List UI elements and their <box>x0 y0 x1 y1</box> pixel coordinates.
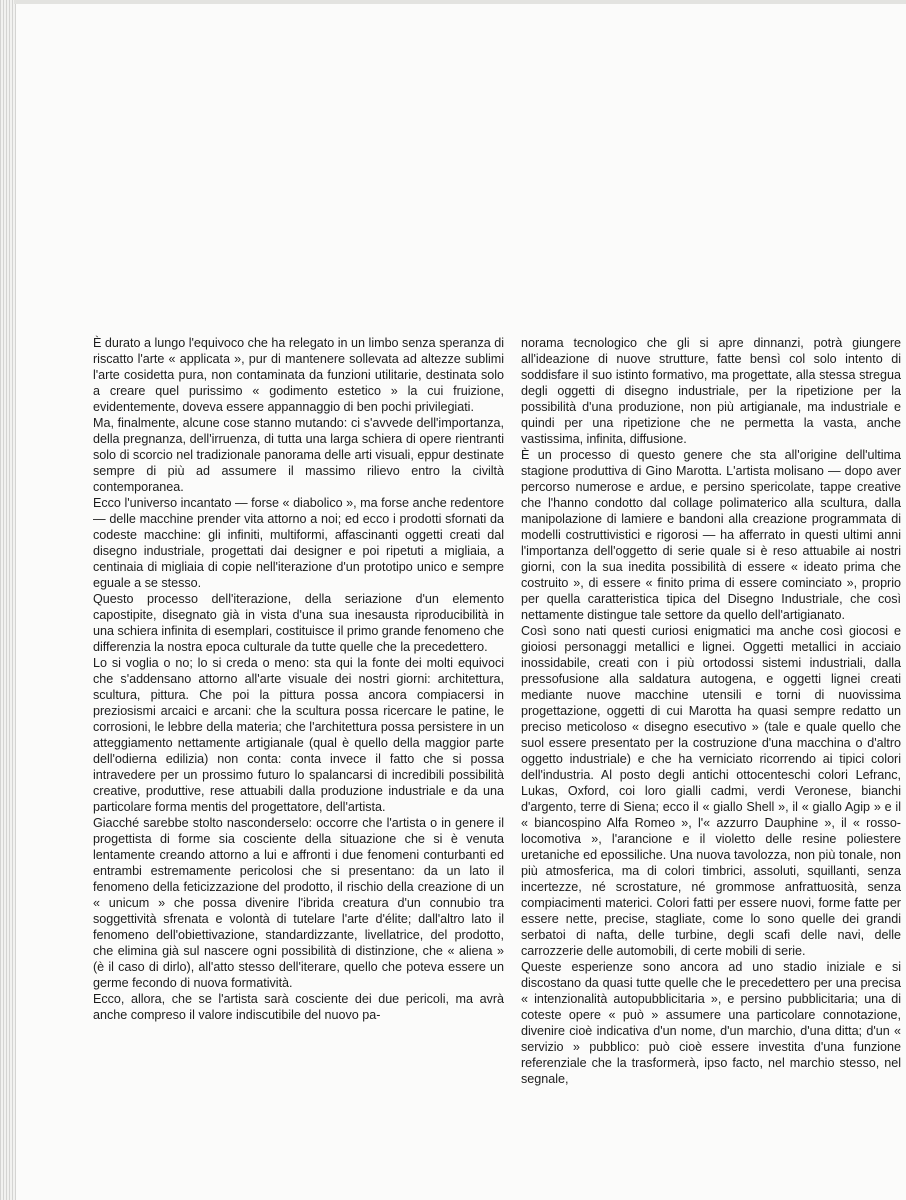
paragraph: Giacché sarebbe stolto nasconderselo: occorre che l'artista o in genere il progettista di forme sia cosciente della situazione che si è venuta lentamente creando attorno a lui e affronti i due fenomeni conturbanti ed entrambi estremamente pericolosi che si presentano: da un lato il fenomeno della feticizzazione del prodotto, il rischio della creazione di un « unicum » che possa divenire l'ibrida creatura d'un connubio tra soggettività sfrenata e volontà di tutelare l'arte d'élite; dall'altro lato il fenomeno dell'obiettivazione, standardizzante, livellatrice, del prodotto, che elimina già sul nascere ogni possibilità di distinzione, che « aliena » (è il caso di dirlo), all'atto stesso dell'iterare, quello che poteva essere un germe fecondo di nuova formatività. <box>93 816 504 990</box>
paragraph: Ma, finalmente, alcune cose stanno mutando: ci s'avvede dell'importanza, della pregnanza, dell'irruenza, di tutta una larga schiera di opere rientranti solo di scorcio nel tradizionale panorama delle arti visuali, eppur destinate sempre di più ad assumere il massimo rilievo entro la civiltà contemporanea. <box>93 416 504 494</box>
paragraph: norama tecnologico che gli si apre dinnanzi, potrà giungere all'ideazione di nuove strutture, fatte bensì col solo intento di soddisfare il suo istinto formativo, ma progettate, alla stessa stregua degli oggetti di disegno industriale, per la ripetizione per la possibilità d'una produzione, non più artigianale, ma industriale e quindi per una ripetizione che ne permetta la vasta, anche vastissima, infinita, diffusione. <box>521 336 901 446</box>
paragraph: Lo si voglia o no; lo si creda o meno: sta qui la fonte dei molti equivoci che s'addensano attorno all'arte visuale dei nostri giorni: architettura, scultura, pittura. Che poi la pittura possa ancora compiacersi in preziosismi arcaici e arcani: che la scultura possa ricercare le patine, le corrosioni, le lebbre della materia; che l'architettura possa persistere in un atteggiamento nettamente artigianale (qual è quello della maggior parte dell'odierna edilizia) non conta: conta invece il fatto che si possa intravedere per un prossimo futuro lo spalancarsi di incredibili possibilità creative, produttive, rese attuabili dalla produzione industriale e da una particolare forma mentis del progettatore, dell'artista. <box>93 656 504 814</box>
page-edge <box>0 0 16 1200</box>
paragraph: Questo processo dell'iterazione, della seriazione d'un elemento capostipite, disegnato già in vista d'una sua inesausta riproducibilità in una schiera infinita di esemplari, costituisce il primo grande fenomeno che differenzia la nostra epoca culturale da tutte quelle che la precedettero. <box>93 592 504 654</box>
paragraph: Così sono nati questi curiosi enigmatici ma anche così giocosi e gioiosi personaggi metallici e lignei. Oggetti metallici in acciaio inossidabile, creati con i più ortodossi sistemi industriali, dalla pressofusione alla saldatura autogena, e oggetti lignei creati mediante nuove macchine utensili e torni di nuovissima progettazione, oggetti di cui Marotta ha quasi sempre redatto un preciso meticoloso « disegno esecutivo » (tale e quale quello che suol essere presentato per la costruzione d'una macchina o d'altro oggetto industriale) e che ha verniciato ricorrendo ai tipici colori dell'industria. Al posto degli antichi ottocenteschi colori Lefranc, Lukas, Oxford, coi loro gialli cadmi, verdi Veronese, bianchi d'argento, terre di Siena; ecco il « giallo Shell », il « giallo Agip » e il « biancospino Alfa Romeo », l'« azzurro Dauphine », il « rosso-locomotiva », l'arancione e il violetto delle resine poliestere uretaniche ed epossiliche. Una nuova tavolozza, non più tonale, non più atmosferica, ma di colori timbrici, assoluti, squillanti, senza incertezze, né scrostature, né grommose anfrattuosità, senza compiacimenti materici. Colori fatti per essere nuovi, forme fatte per essere nette, precise, stagliate, come lo sono quelle dei grandi serbatoi di nafta, delle turbine, degli scafi delle navi, delle carrozzerie delle automobili, di certe mobili di serie. <box>521 624 901 958</box>
paragraph: Ecco l'universo incantato — forse « diabolico », ma forse anche redentore — delle macchine prender vita attorno a noi; ed ecco i prodotti sfornati da codeste macchine: gli infiniti, multiformi, affascinanti oggetti creati dal disegno industriale, progettati dai designer e poi ripetuti a migliaia, a centinaia di migliaia di copie nell'iterazione d'un prototipo unico e sempre eguale a se stesso. <box>93 496 504 590</box>
paragraph: È durato a lungo l'equivoco che ha relegato in un limbo senza speranza di riscatto l'arte « applicata », pur di mantenere sollevata ad altezze sublimi l'arte cosidetta pura, non contaminata da funzioni utilitarie, destinata solo a creare quel purissimo « godimento estetico » la cui fruizione, evidentemente, doveva essere appannaggio di ben pochi privilegiati. <box>93 336 504 414</box>
paragraph: Queste esperienze sono ancora ad uno stadio iniziale e si discostano da quasi tutte quelle che le precedettero per una precisa « intenzionalità autopubblicitaria », e persino pubblicitaria; una di coteste opere « può » assumere una particolare connotazione, divenire cioè indicativa d'un nome, d'un marchio, d'una ditta; d'un « servizio » pubblico: può cioè essere investita d'una funzione referenziale che la trasformerà, ipso facto, nel marchio stesso, nel segnale, <box>521 960 901 1086</box>
paragraph: Ecco, allora, che se l'artista sarà cosciente dei due pericoli, ma avrà anche compreso il valore indiscutibile del nuovo pa- <box>93 992 504 1022</box>
page-edge-top <box>14 0 906 4</box>
paragraph: È un processo di questo genere che sta all'origine dell'ultima stagione produttiva di Gino Marotta. L'artista molisano — dopo aver percorso numerose e ardue, e persino spericolate, tappe creative che l'hanno condotto dal collage polimaterico alla scultura, dalla manipolazione di lamiere e bandoni alla creazione programmata di modelli costruttivistici e rigorosi — ha afferrato in questi ultimi anni l'importanza dell'oggetto di serie quale si è reso attuabile ai nostri giorni, con la sua inedita possibilità di essere « ideato prima che costruito », di essere « finito prima di essere cominciato », proprio per quella caratteristica tipica del Disegno Industriale, che così nettamente distingue tale settore da quello dell'artigianato. <box>521 448 901 622</box>
right-text-column <box>521 335 901 1087</box>
left-text-column <box>93 335 504 1023</box>
